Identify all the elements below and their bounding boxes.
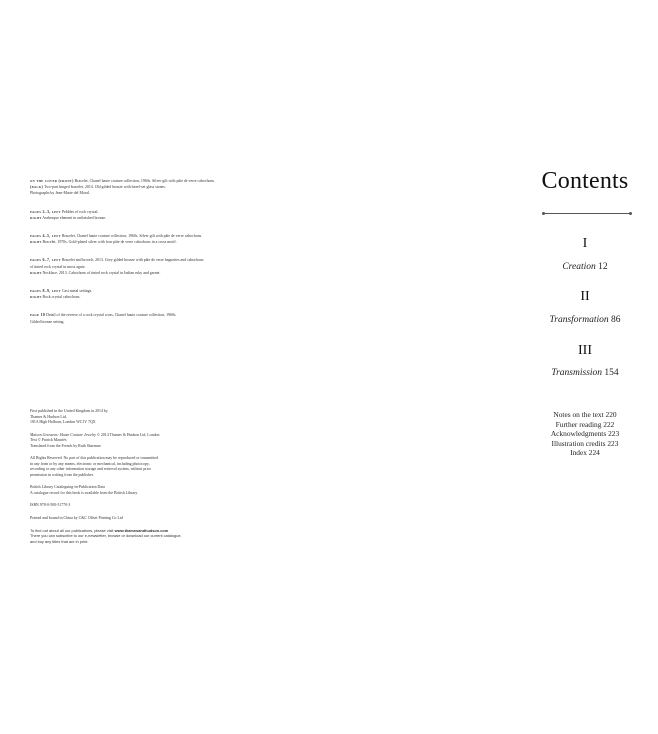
- credit-line: pages 2–3, left Pebbles of rock crystal.: [30, 209, 99, 214]
- toc-endmatter: [530, 410, 640, 458]
- printer-block: [30, 516, 280, 522]
- part-numeral: III: [578, 343, 592, 358]
- toc-entry-illustration-credits[interactable]: Illustration credits 223: [551, 438, 619, 448]
- credit-line: pages 6–7, left Bracelet and brooch, 2013. Grey gilded bronze with pâte de verre baguettes and cabochons: [30, 258, 204, 263]
- isbn-block: [30, 503, 280, 509]
- imprint-line: A catalogue record for this book is available from the British Library: [30, 490, 138, 495]
- publisher-block: [30, 409, 280, 426]
- credit-line: Photographs by Jean-Marie del Moral.: [30, 191, 90, 196]
- imprint-line: To find out about all our publications, please visit www.thamesandhudson.com: [30, 528, 169, 533]
- toc-entry-further-reading[interactable]: Further reading 222: [555, 419, 615, 429]
- toc-entry-transformation[interactable]: Transformation 86: [549, 315, 621, 325]
- book-title: Maison Goossens: Haute Couture Jewelry: [30, 432, 96, 437]
- imprint-line: 181A High Holborn, London WC1V 7QX: [30, 420, 96, 424]
- toc-entry-transmission[interactable]: Transmission 154: [551, 368, 619, 378]
- credit-line: page 10 Detail of the reverse of a rock crystal cross, Chanel haute couture collection, 1960s.: [30, 313, 177, 318]
- credit-line: pages 8–9, left Cast metal settings.: [30, 289, 93, 294]
- credit-line: Gilded bronze setting.: [30, 319, 65, 324]
- part-numeral: I: [582, 236, 588, 251]
- credit-group-pages-6-7: [30, 257, 280, 276]
- toc-entry-notes[interactable]: Notes on the text 220: [553, 410, 617, 419]
- imprint-line: and buy any titles that are in print.: [30, 538, 89, 544]
- imprint-line: permission in writing from the publisher.: [30, 472, 94, 477]
- isbn: ISBN 978-0-500-51770-3: [30, 503, 71, 507]
- credit-line: (back) Two-part hinged bracelet, 2014. Old gilded bronze with bezel-set glass stones.: [30, 185, 166, 190]
- copyright-block: [30, 433, 280, 450]
- website-block: [30, 528, 280, 544]
- credit-line: right Bracelet, 1970s. Gold-plated silver with four pâte de verre cabochons in a cross motif.: [30, 240, 177, 245]
- cataloguing-block: [30, 485, 280, 496]
- imprint-line: Text © Patrick Mauriès: [30, 438, 67, 442]
- imprint-line: First published in the United Kingdom in 2014 by: [30, 409, 108, 413]
- imprint-line: All Rights Reserved. No part of this publication may be reproduced or transmitted: [30, 456, 159, 460]
- part-numeral: II: [580, 289, 590, 304]
- credit-group-page-10: [30, 312, 280, 324]
- credit-group-pages-4-5: [30, 233, 280, 245]
- contents-title: Contents: [541, 168, 629, 194]
- credit-line: right Arabesque element in unfinished bronze.: [30, 215, 107, 220]
- imprint-line: in any form or by any means, electronic or mechanical, including photocopy,: [30, 461, 150, 466]
- credit-group-cover: [30, 178, 280, 197]
- credit-line: of tinted rock crystal in moss agate.: [30, 264, 86, 269]
- website-link[interactable]: www.thamesandhudson.com: [114, 528, 169, 533]
- toc-entry-creation[interactable]: Creation 12: [562, 262, 608, 272]
- credit-line: pages 4–5, left Bracelet, Chanel haute couture collection, 1960s. Silver gilt with pâte de verre cabochons.: [30, 234, 203, 239]
- credit-group-pages-2-3: [30, 209, 280, 221]
- imprint-line: Maison Goossens: Haute Couture Jewelry © 2014 Thames & Hudson Ltd, London: [30, 432, 160, 437]
- toc-entry-acknowledgments[interactable]: Acknowledgments 223: [550, 429, 620, 439]
- rights-block: [30, 456, 280, 478]
- imprint-line: Printed and bound in China by C&C Offset Printing Co Ltd: [30, 515, 123, 520]
- credit-line: right Rock crystal cabochons.: [30, 295, 81, 300]
- credit-group-pages-8-9: [30, 288, 280, 300]
- imprint-line: recording or any other information storage and retrieval system, without prior: [30, 467, 151, 471]
- credit-line: right Necklace, 2013. Cabochons of tinted rock crystal in Indian ruby and garnet.: [30, 270, 161, 275]
- ornamental-rule: [544, 213, 630, 214]
- imprint-line: Thames & Hudson Ltd,: [30, 414, 67, 419]
- toc-entry-index[interactable]: Index 224: [570, 448, 600, 458]
- picture-credits: [30, 178, 280, 337]
- copyright-imprint: [30, 409, 280, 551]
- imprint-line: Translated from the French by Ruth Sharman: [30, 443, 101, 448]
- imprint-line: British Library Cataloguing-in-Publication Data: [30, 485, 105, 489]
- imprint-line: There you can subscribe to our e-newsletter, browse or download our current catalogue,: [30, 533, 182, 539]
- credit-line: on the cover (front) Bracelet, Chanel haute couture collection, 1960s. Silver gilt with pâte de verre cabochons.: [30, 179, 215, 183]
